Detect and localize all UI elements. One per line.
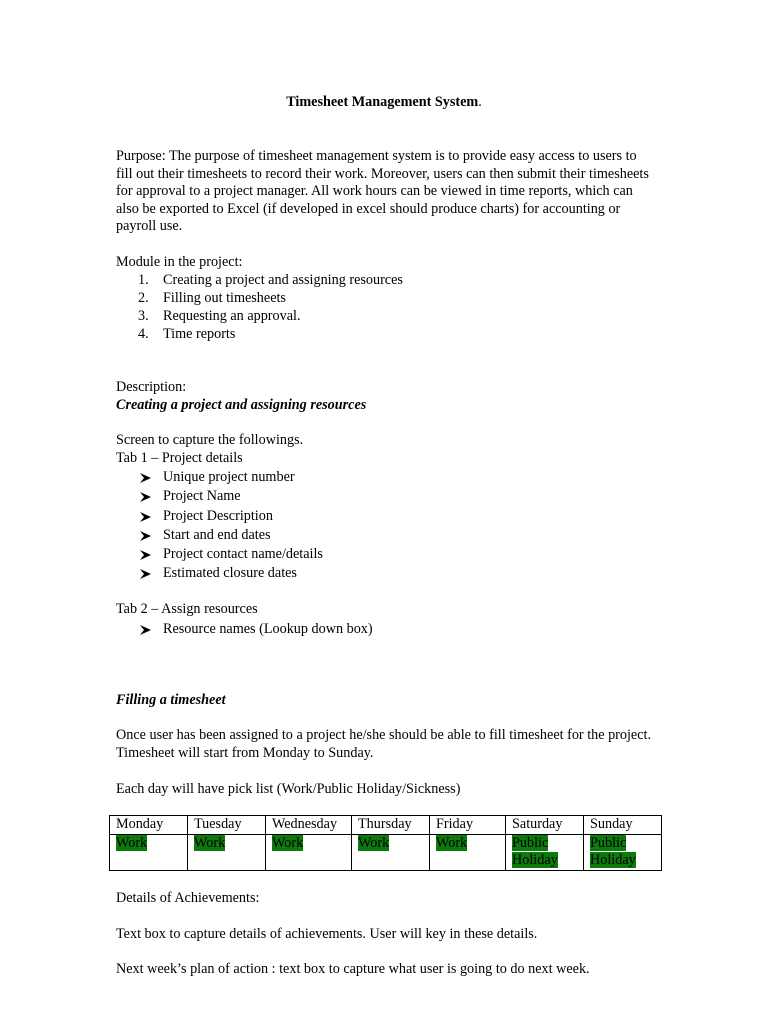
modules-list xyxy=(116,271,536,343)
document-title: Timesheet Management System. xyxy=(286,94,482,110)
table-cell xyxy=(352,835,430,871)
tab2-label: Tab 2 – Assign resources xyxy=(116,601,258,617)
list-item: 1. Creating a project and assigning resources xyxy=(138,272,403,288)
modules-heading: Module in the project: xyxy=(116,254,243,270)
tab2-items-list xyxy=(116,620,536,639)
highlighted-value: Work xyxy=(272,835,304,851)
table-header-cell: Monday xyxy=(110,816,188,835)
table-header-cell: Saturday xyxy=(506,816,584,835)
list-item: Project contact name/details xyxy=(116,545,536,564)
highlighted-value: Public Holiday xyxy=(512,835,558,868)
arrowhead-bullet-icon xyxy=(139,473,151,483)
picklist-text: Each day will have pick list (Work/Public Holiday/Sickness) xyxy=(116,781,461,797)
table-cell xyxy=(430,835,506,871)
table-header-cell: Wednesday xyxy=(266,816,352,835)
list-item: Project Name xyxy=(116,487,536,506)
table-cell xyxy=(506,835,584,871)
highlighted-value: Work xyxy=(358,835,390,851)
table-header-cell: Friday xyxy=(430,816,506,835)
tab1-items-list xyxy=(116,468,536,584)
section-heading-create-project: Creating a project and assigning resources xyxy=(116,397,367,413)
table-header-cell: Tuesday xyxy=(188,816,266,835)
next-week-text: Next week’s plan of action : text box to capture what user is going to do next week. xyxy=(116,961,590,977)
arrowhead-bullet-icon xyxy=(139,531,151,541)
timesheet-days-table xyxy=(109,815,662,871)
table-header-row xyxy=(110,816,662,835)
table-cell xyxy=(584,835,662,871)
tab1-label: Tab 1 – Project details xyxy=(116,450,243,466)
highlighted-value: Work xyxy=(194,835,226,851)
arrowhead-bullet-icon xyxy=(139,625,151,635)
arrowhead-bullet-icon xyxy=(139,569,151,579)
list-item: 2. Filling out timesheets xyxy=(138,290,286,306)
list-item: Resource names (Lookup down box) xyxy=(116,620,536,639)
achievements-text: Text box to capture details of achievements. User will key in these details. xyxy=(116,926,538,942)
list-item: Unique project number xyxy=(116,468,536,487)
arrowhead-bullet-icon xyxy=(139,512,151,522)
table-cell xyxy=(188,835,266,871)
section-heading-filling-timesheet: Filling a timesheet xyxy=(116,692,226,708)
list-item: Start and end dates xyxy=(116,526,536,545)
highlighted-value: Work xyxy=(436,835,468,851)
list-item: 4. Time reports xyxy=(138,326,236,342)
list-item: Estimated closure dates xyxy=(116,564,536,583)
table-cell xyxy=(266,835,352,871)
table-cell xyxy=(110,835,188,871)
arrowhead-bullet-icon xyxy=(139,492,151,502)
list-item: 3. Requesting an approval. xyxy=(138,308,301,324)
capture-intro: Screen to capture the followings. xyxy=(116,432,304,448)
table-header-cell: Thursday xyxy=(352,816,430,835)
table-header-cell: Sunday xyxy=(584,816,662,835)
highlighted-value: Work xyxy=(116,835,148,851)
description-label: Description: xyxy=(116,379,187,395)
arrowhead-bullet-icon xyxy=(139,550,151,560)
table-row xyxy=(110,835,662,871)
achievements-label: Details of Achievements: xyxy=(116,890,260,906)
highlighted-value: Public Holiday xyxy=(590,835,636,868)
list-item: Project Description xyxy=(116,507,536,526)
timesheet-paragraph: Once user has been assigned to a project he/she should be able to fill timesheet for the project. Timesheet will start from Monday to Sunday. xyxy=(116,727,652,761)
purpose-paragraph: Purpose: The purpose of timesheet management system is to provide easy access to users to fill out their timesheets to record their work. Moreover, users can then submit their timesheets for approval to a project manager. All work hours can be viewed in time reports, which can also be exported to Excel (if developed in excel should produce charts) for accounting or payroll use. xyxy=(116,148,649,235)
